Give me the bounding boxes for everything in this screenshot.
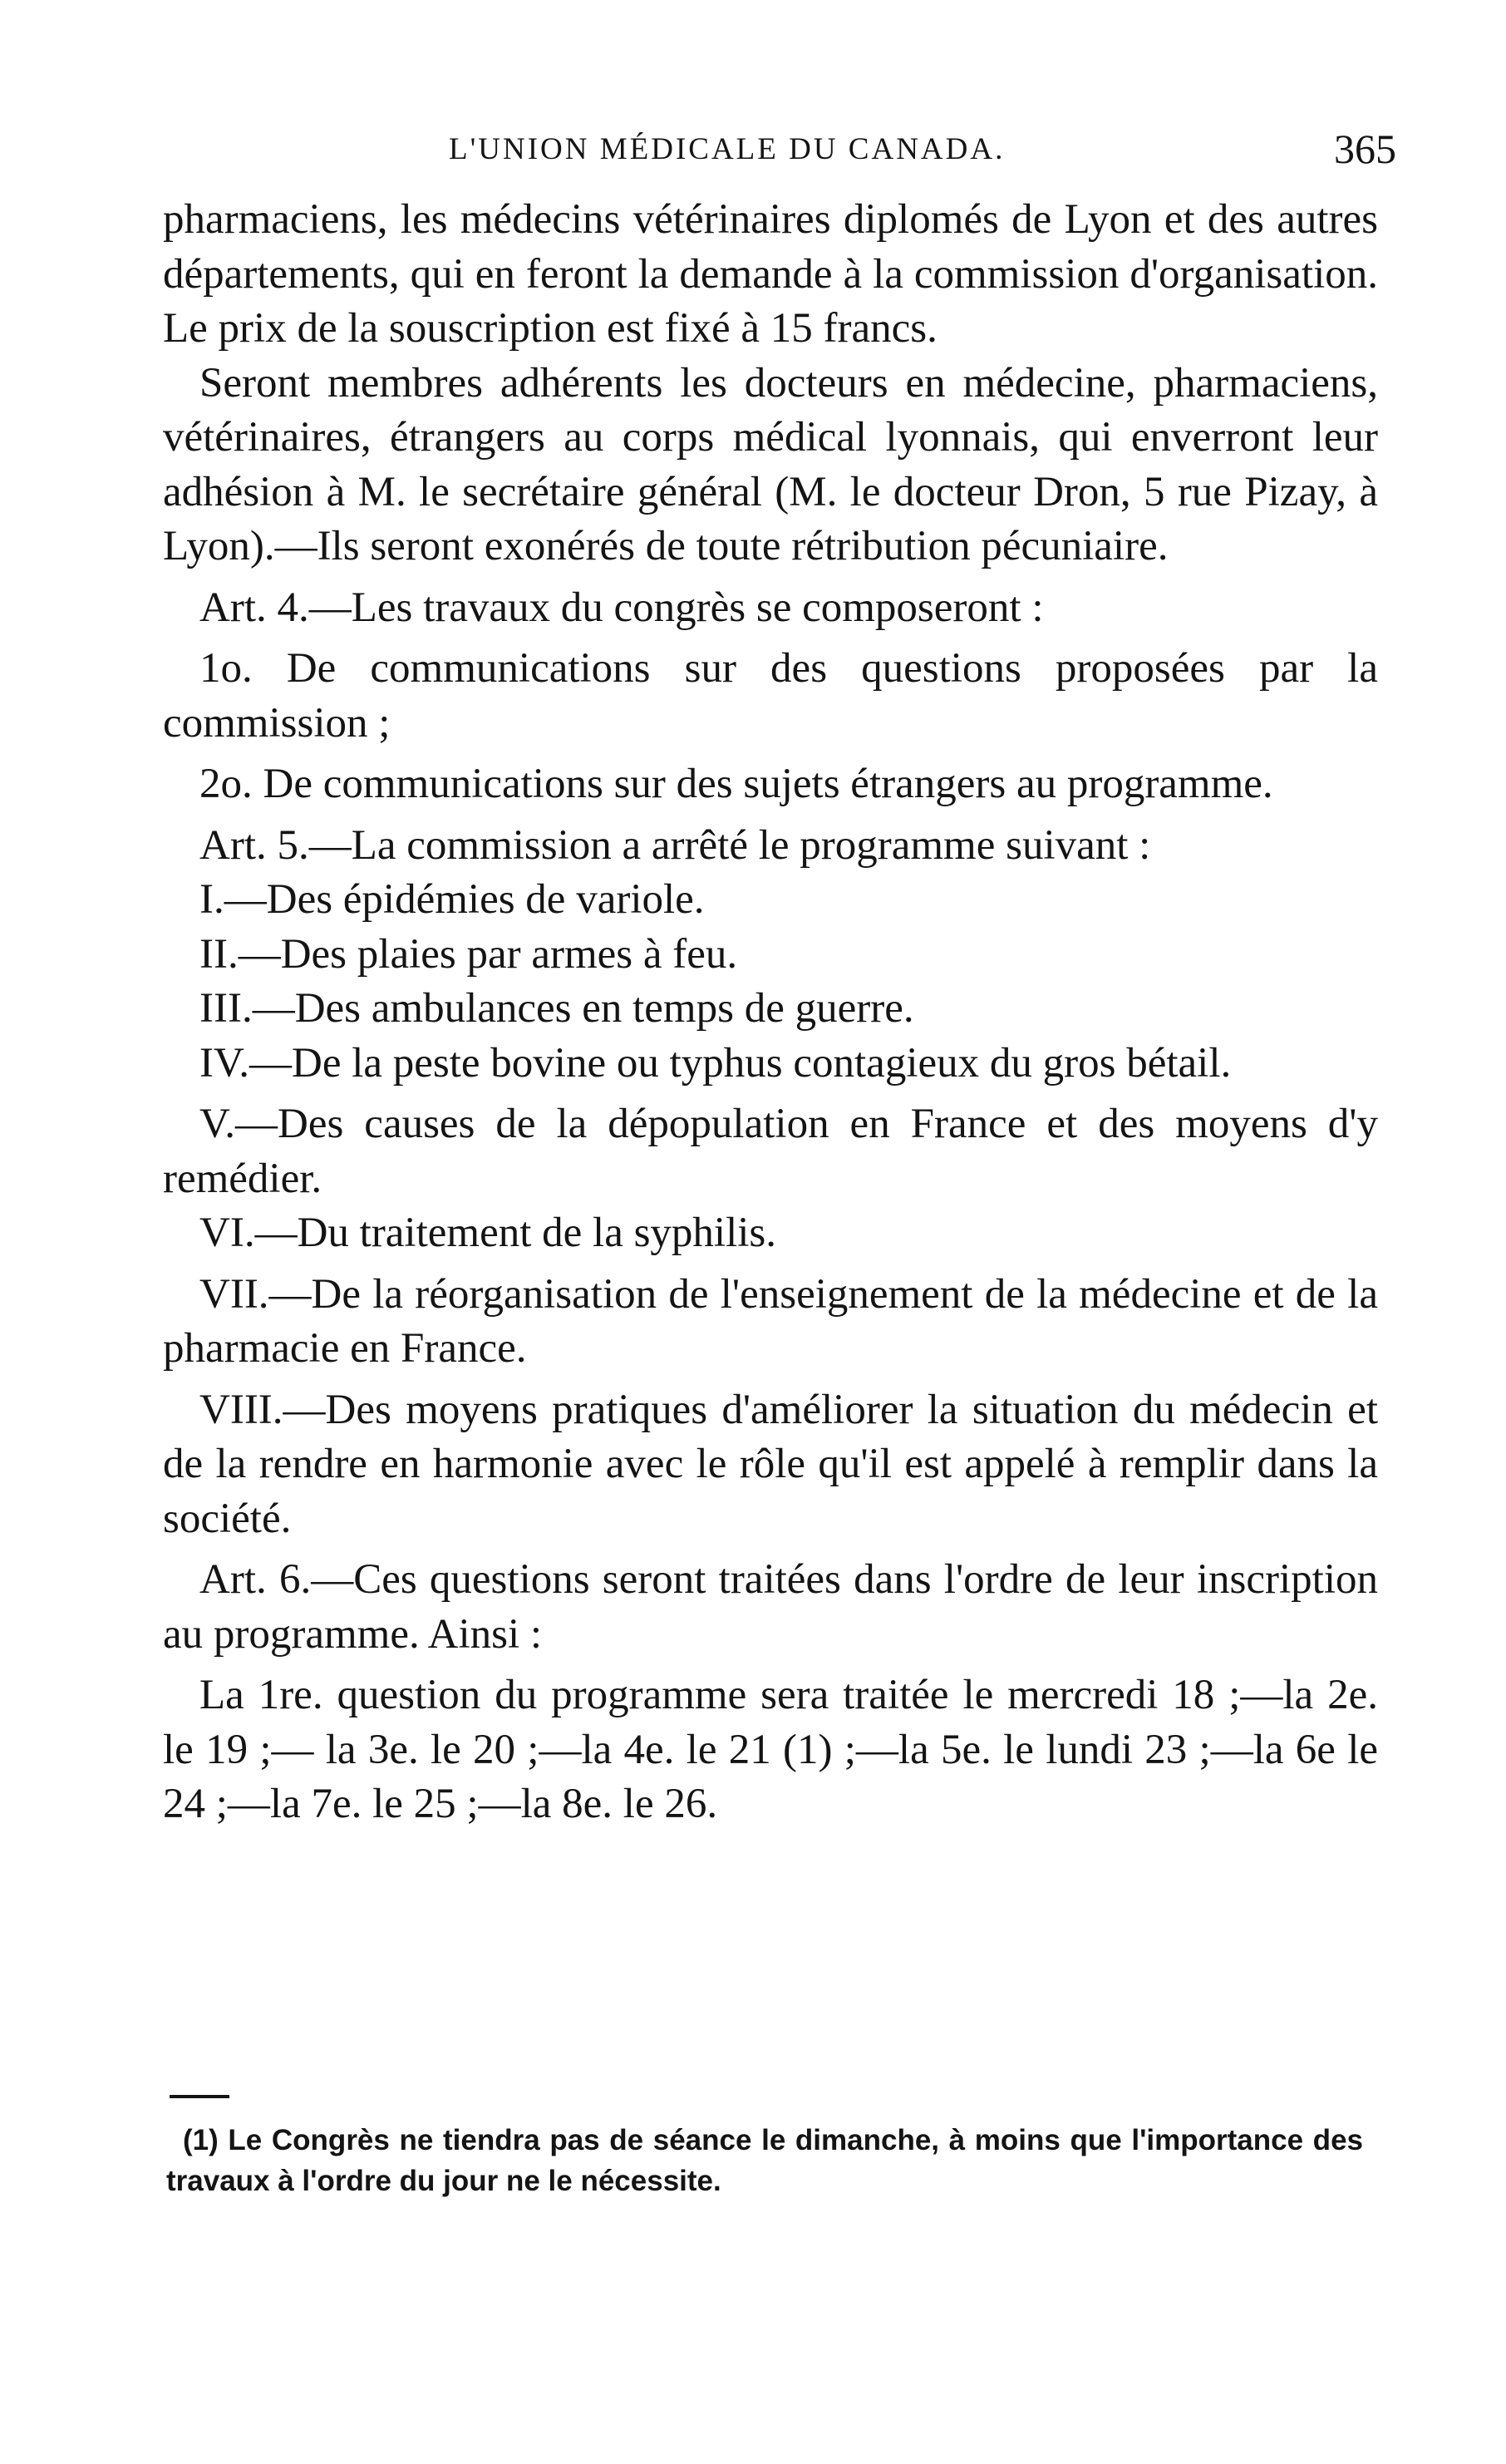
program-item-vii: VII.—De la réorganisation de l'enseignement de la médecine et de la pharmacie en France. [163,1270,1378,1372]
page-number: 365 [1334,126,1396,172]
body-text [163,193,1378,1832]
list-item-1o: 1o. De communications sur des questions proposées par la commission ; [163,645,1378,747]
program-item-ii: II.—Des plaies par armes à feu. [199,930,738,978]
paragraph-art-6: Art. 6.—Ces questions seront traitées dans l'ordre de leur inscription au programme. Ainsi : [163,1556,1378,1658]
list-item-2o: 2o. De communications sur des sujets étrangers au programme. [199,761,1273,807]
program-item-vi: VI.—Du traitement de la syphilis. [199,1210,777,1256]
program-item-v: V.—Des causes de la dépopulation en France et des moyens d'y remédier. [163,1101,1378,1202]
footnote-rule [170,2095,229,2098]
footnote-text: (1) Le Congrès ne tiendra pas de séance le dimanche, à moins que l'importance des travaux à l'ordre du jour ne le nécessite. [166,2124,1363,2197]
paragraph-souscription: pharmaciens, les médecins vétérinaires diplomés de Lyon et des autres départements, qui en feront la demande à la commission d'organisation. Le prix de la souscription est fixé à 15 francs. [163,196,1378,352]
program-item-iv: IV.—De la peste bovine ou typhus contagieux du gros bétail. [199,1039,1232,1087]
program-item-iii: III.—Des ambulances en temps de guerre. [199,985,914,1032]
running-head: L'UNION MÉDICALE DU CANADA. [449,132,1006,166]
page-header [166,125,1396,175]
paragraph-art-4: Art. 4.—Les travaux du congrès se composeront : [199,584,1044,631]
program-item-viii: VIII.—Des moyens pratiques d'améliorer la situation du médecin et de la rendre en harmonie avec le rôle qu'il est appelé à remplir dans la société. [163,1386,1378,1542]
paragraph-membres-adherents: Seront membres adhérents les docteurs en médecine, pharmaciens, vétérinaires, étrangers au corps médical lyonnais, qui enverront leur adhésion à M. le secrétaire général (M. le docteur Dron, 5 rue Pizay, à Lyon).—Ils seront exonérés de toute rétribution pécuniaire. [163,359,1378,569]
paragraph-art-5: Art. 5.—La commission a arrêté le programme suivant : [199,821,1151,869]
program-item-i: I.—Des épidémies de variole. [199,876,705,923]
paragraph-calendar: La 1re. question du programme sera traitée le mercredi 18 ;—la 2e. le 19 ;— la 3e. le 20 ;—la 4e. le 21 (1) ;—la 5e. le lundi 23 ;—la 6e le 24 ;—la 7e. le 25 ;—la 8e. le 26. [163,1672,1378,1827]
footnote [166,2120,1363,2201]
